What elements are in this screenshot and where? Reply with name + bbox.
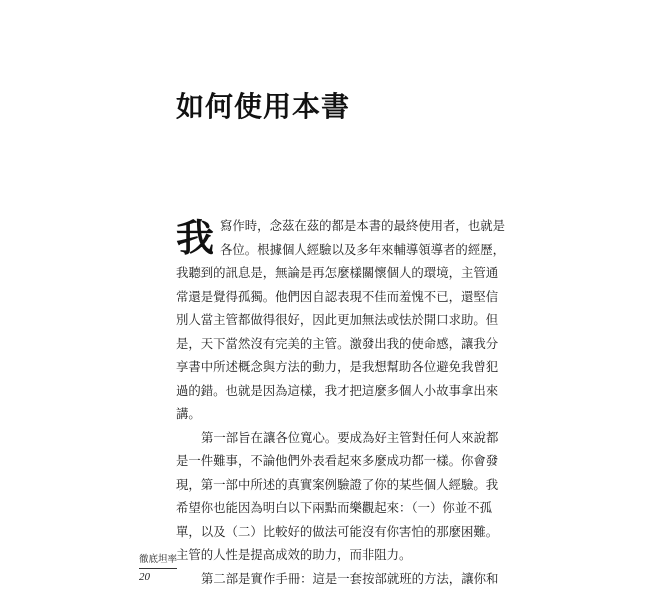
text-line: 第一部旨在讓各位寬心。要成為好主管對任何人來說都 — [201, 429, 499, 445]
text-line: 享書中所述概念與方法的動力，是我想幫助各位避免我曾犯 — [176, 359, 499, 374]
text-line: 過的錯。也就是因為這樣，我才把這麼多個人小故事拿出來 — [176, 382, 499, 398]
text-line: 希望你也能因為明白以下兩點而樂觀起來：（一）你並不孤 — [176, 500, 492, 515]
text-line: 別人當主管都做得很好，因此更加無法或怯於開口求助。但 — [176, 312, 499, 327]
paragraph-3 — [176, 567, 499, 591]
drop-cap: 我 — [176, 215, 215, 260]
text-line: 講。 — [176, 406, 201, 421]
footer-rule — [139, 568, 177, 569]
paragraph-1 — [176, 214, 505, 426]
page-footer — [139, 554, 181, 584]
text-line: 現，第一部中所述的真實案例驗證了你的某些個人經驗。我 — [176, 476, 499, 492]
text-line: 是一件難事，不論他們外表看起來多麼成功都一樣。你會發 — [176, 453, 499, 468]
body-text — [176, 214, 505, 590]
chapter-title: 如何使用本書 — [176, 90, 351, 123]
text-line: 第二部是實作手冊：這是一套按部就班的方法，讓你和 — [201, 570, 499, 586]
text-line: 寫作時，念茲在茲的都是本書的最終使用者，也就是 — [220, 218, 505, 233]
running-footer-title: 徹底坦率 — [139, 554, 178, 565]
text-line: 各位。根據個人經驗以及多年來輔導領導者的經歷， — [220, 241, 505, 257]
text-line: 我聽到的訊息是，無論是再怎麼樣關懷個人的環境，主管通 — [176, 265, 499, 280]
paragraph-2 — [176, 426, 499, 567]
page-number: 20 — [139, 571, 150, 583]
text-line: 常還是覺得孤獨。他們因自認表現不佳而羞愧不已，還堅信 — [176, 288, 499, 304]
text-line: 主管的人性是提高成效的助力，而非阻力。 — [176, 547, 412, 562]
text-line: 單，以及（二）比較好的做法可能沒有你害怕的那麼困難。 — [176, 523, 499, 539]
text-line: 是，天下當然沒有完美的主管。激發出我的使命感，讓我分 — [176, 335, 499, 351]
